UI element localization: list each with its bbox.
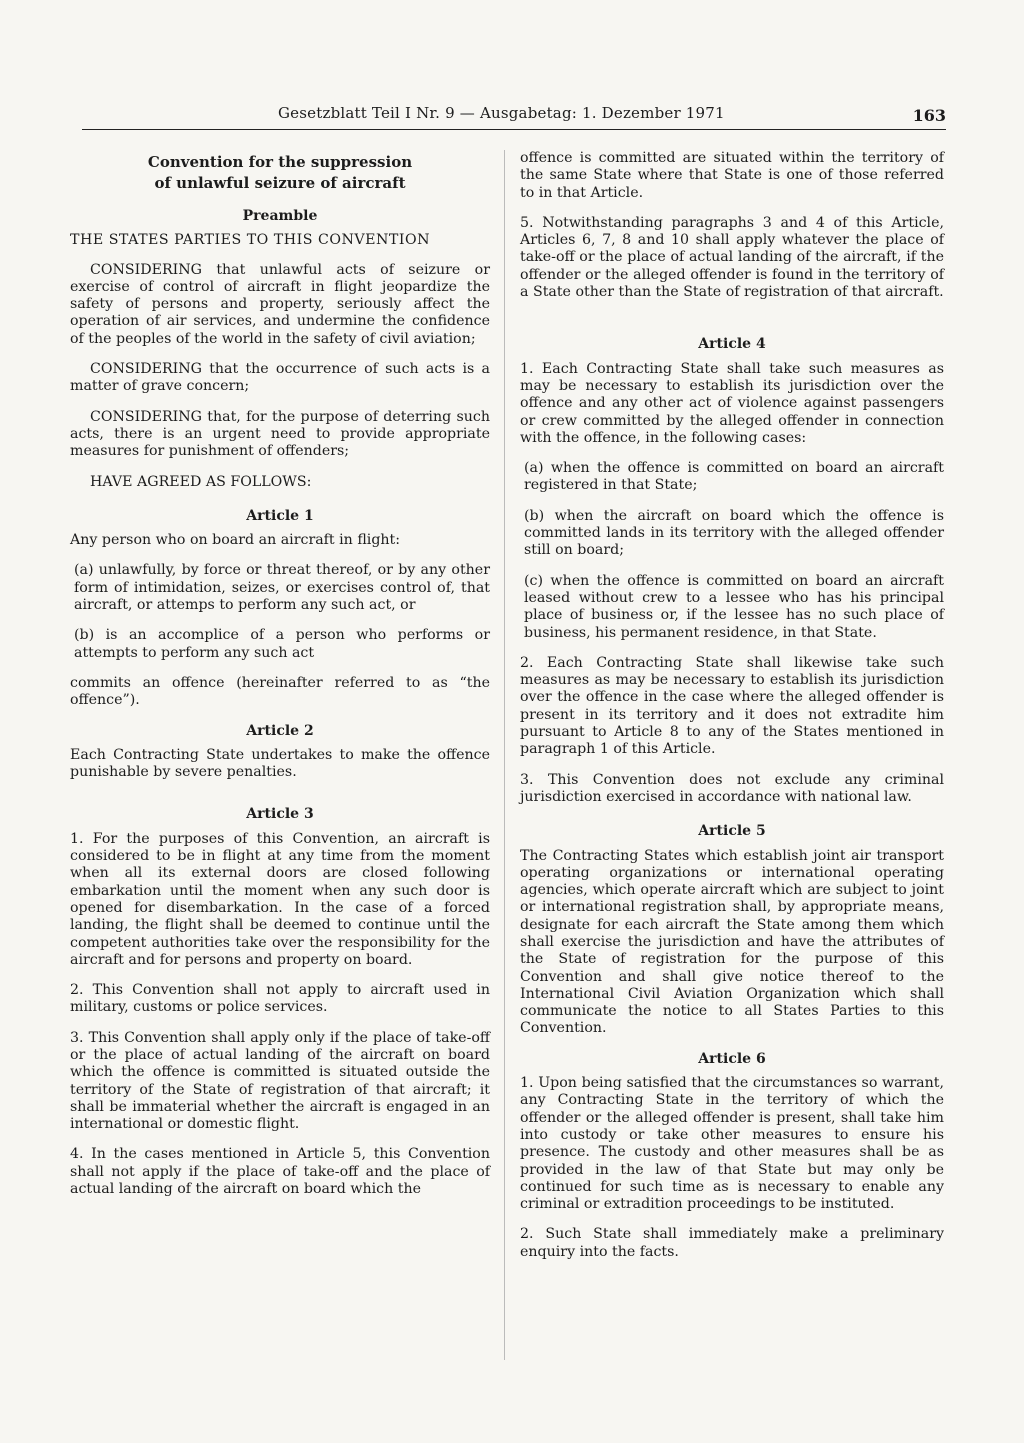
have-agreed: HAVE AGREED AS FOLLOWS: <box>90 473 312 490</box>
article-3-para-1: 1. For the purposes of this Convention, an aircraft is considered to be in flight at any time from the moment when all its external doors are closed following embarkation until the moment when any such door is opened for disembarkation. In the case of a forced landing, the flight shall be deemed to continue until the competent authorities take over the responsibility for the aircraft and for persons and property on board. <box>70 830 490 968</box>
preamble-heading: Preamble <box>242 208 318 224</box>
article-3-heading: Article 3 <box>246 806 314 823</box>
article-4-item-b: (b) when the aircraft on board which the offence is committed lands in its territory with the alleged offender still on board; <box>524 507 944 559</box>
article-1-item-a: (a) unlawfully, by force or threat thereof, or by any other form of intimidation, seizes, or exercises control of, that aircraft, or attemps to perform any such act, or <box>74 562 490 614</box>
considering-3: CONSIDERING that, for the purpose of deterring such acts, there is an urgent need to provide appropriate measures for punishment of offenders; <box>70 408 490 460</box>
article-3-para-4: 4. In the cases mentioned in Article 5, this Convention shall not apply if the place of take-off and the place of actual landing of the aircraft on board which the <box>70 1146 490 1198</box>
article-6-para-1: 1. Upon being satisfied that the circumstances so warrant, any Contracting State in the territory of which the offender or the alleged offender is present, shall take him into custody or take other measures to ensure his presence. The custody and other measures shall be as provided in the law of that State but may only be continued for such time as is necessary to enable any criminal or extradition proceedings to be instituted. <box>520 1075 944 1213</box>
article-4-para-2: 2. Each Contracting State shall likewise take such measures as may be necessary to establish its jurisdiction over the offence in the case where the alleged offender is present in its territory and it does not extradite him pursuant to Article 8 to any of the States mentioned in paragraph 1 of this Article. <box>520 654 944 758</box>
convention-title-line2: of unlawful seizure of aircraft <box>154 174 406 192</box>
article-6-para-2: 2. Such State shall immediately make a preliminary enquiry into the facts. <box>520 1226 944 1260</box>
convention-title <box>70 152 490 194</box>
article-6-heading: Article 6 <box>698 1050 766 1067</box>
article-3-para-4-continued: offence is committed are situated within the territory of the same State where that State is one of those referred to in that Article. <box>520 150 944 201</box>
article-1-closing: commits an offence (hereinafter referred to as “the offence”). <box>70 674 490 709</box>
convention-title-line1: Convention for the suppression <box>147 153 413 171</box>
left-column <box>70 150 490 1211</box>
article-1-intro: Any person who on board an aircraft in flight: <box>70 532 401 549</box>
article-5-heading: Article 5 <box>698 823 766 840</box>
states-parties-line: THE STATES PARTIES TO THIS CONVENTION <box>70 232 431 249</box>
considering-1: CONSIDERING that unlawful acts of seizure or exercise of control of aircraft in flight jeopardize the safety of persons and property, seriously affect the operation of air services, and undermine the confidence of the peoples of the world in the safety of civil aviation; <box>70 261 490 347</box>
article-4-heading: Article 4 <box>698 336 766 353</box>
article-2-heading: Article 2 <box>246 722 314 739</box>
article-3-para-3: 3. This Convention shall apply only if the place of take-off or the place of actual landing of the aircraft on board which the offence is committed is situated outside the territory of the State of registration of that aircraft; it shall be immaterial whether the aircraft is engaged in an international or domestic flight. <box>70 1029 490 1133</box>
article-4-para-3: 3. This Convention does not exclude any criminal jurisdiction exercised in accordance with national law. <box>520 771 944 805</box>
article-4-item-a: (a) when the offence is committed on board an aircraft registered in that State; <box>524 460 944 494</box>
header-rule <box>82 129 946 130</box>
right-column <box>520 150 944 1274</box>
page-header <box>82 104 946 126</box>
considering-2: CONSIDERING that the occurrence of such acts is a matter of grave concern; <box>70 361 490 395</box>
article-3-para-2: 2. This Convention shall not apply to aircraft used in military, customs or police services. <box>70 982 490 1016</box>
article-2-text: Each Contracting State undertakes to make the offence punishable by severe penalties. <box>70 746 490 781</box>
article-4-para-1: 1. Each Contracting State shall take such measures as may be necessary to establish its jurisdiction over the offence and any other act of violence against passengers or crew committed by the alleged offender in connection with the offence, in the following cases: <box>520 360 944 446</box>
article-5-text: The Contracting States which establish joint air transport operating organizations or international operating agencies, which operate aircraft which are subject to joint or international registration shall, by appropriate means, designate for each aircraft the State among them which shall exercise the jurisdiction and have the attributes of the State of registration for the purpose of this Convention and shall give notice thereof to the International Civil Aviation Organization which shall communicate the notice to all States Parties to this Convention. <box>520 847 944 1037</box>
article-1-heading: Article 1 <box>246 507 314 524</box>
article-1-item-b: (b) is an accomplice of a person who performs or attempts to perform any such act <box>74 627 490 661</box>
article-3-para-5: 5. Notwithstanding paragraphs 3 and 4 of this Article, Articles 6, 7, 8 and 10 shall apply whatever the place of take-off or the place of actual landing of the aircraft, if the offender or the alleged offender is found in the territory of a State other than the State of registration of that aircraft. <box>520 214 944 301</box>
page-number: 163 <box>912 106 946 125</box>
article-4-item-c: (c) when the offence is committed on board an aircraft leased without crew to a lessee who has his principal place of business or, if the lessee has no such place of business, his permanent residence, in that State. <box>524 572 944 641</box>
column-divider <box>504 150 505 1360</box>
header-title: Gesetzblatt Teil I Nr. 9 — Ausgabetag: 1. Dezember 1971 <box>278 104 725 122</box>
